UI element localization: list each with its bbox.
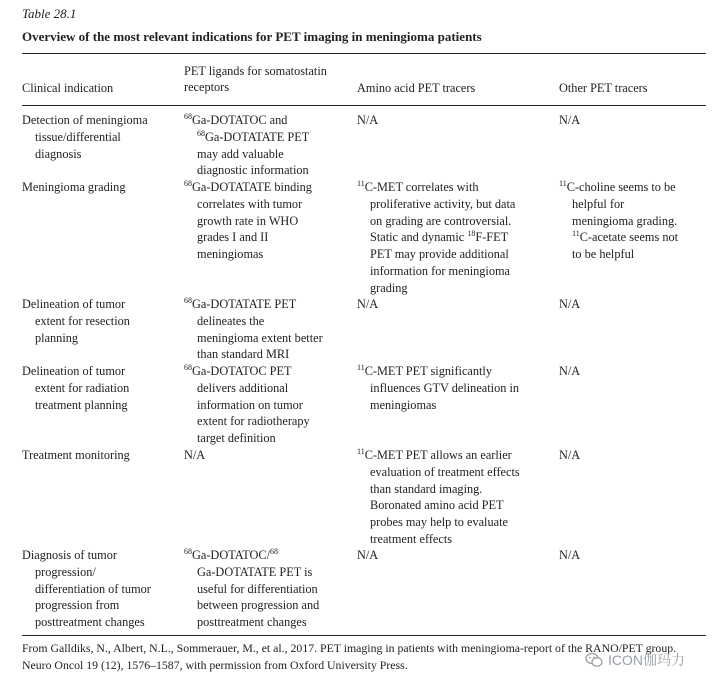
row6-indication-line: Diagnosis of tumor: [22, 548, 117, 562]
row2-amino-text: grading: [370, 280, 408, 295]
row5-amino-text: treatment effects: [370, 531, 453, 546]
table-label: Table 28.1: [22, 6, 77, 21]
row3-indication-line: extent for resection: [35, 313, 130, 328]
row2-amino-text: Static and dynamic: [370, 230, 468, 245]
row3-indication: [22, 296, 130, 346]
row4-indication-line: treatment planning: [35, 397, 128, 412]
isotope-mass: 68: [184, 363, 192, 372]
row1-indication-line: diagnosis: [35, 146, 82, 161]
row2-amino-text: C-MET correlates with: [364, 180, 479, 194]
top-rule: [22, 53, 706, 54]
row6-ssr: [184, 547, 319, 631]
header-ssr-line2: receptors: [184, 80, 230, 94]
isotope-mass: 18: [467, 229, 476, 239]
row6-indication-line: posttreatment changes: [35, 615, 145, 630]
row4-amino-text: meningiomas: [370, 397, 437, 412]
row2-other-text: meningioma grading.: [572, 213, 678, 228]
row1-indication: [22, 112, 148, 162]
isotope-mass: 11: [357, 447, 365, 456]
isotope-mass: 11: [357, 179, 365, 188]
isotope-mass: 68: [197, 128, 205, 138]
row2-other-text: C-choline seems to be: [566, 180, 676, 194]
row1-other: N/A: [559, 113, 581, 127]
row2-other: [559, 179, 678, 263]
header-other-tracers: Other PET tracers: [559, 81, 648, 95]
row1-ssr-text: Ga-DOTATATE PET: [205, 129, 310, 144]
row6-indication-line: differentiation of tumor: [35, 581, 151, 596]
row4-indication: [22, 363, 129, 413]
row1-ssr-text: may add valuable: [197, 146, 284, 161]
row2-other-text: C-acetate seems not: [579, 230, 679, 245]
isotope-mass: 11: [559, 179, 567, 188]
row2-ssr-text: correlates with tumor: [197, 196, 303, 211]
row2-indication: [22, 179, 125, 196]
row2-amino: [357, 179, 515, 297]
row2-ssr-text: Ga-DOTATATE binding: [192, 180, 312, 194]
row5-amino-text: probes may help to evaluate: [370, 515, 508, 530]
header-rule: [22, 105, 706, 106]
row2-ssr-text: meningiomas: [197, 247, 264, 262]
row1-ssr-text: Ga-DOTATOC and: [192, 113, 288, 127]
row4-indication-line: Delineation of tumor: [22, 364, 126, 378]
row6-indication: [22, 547, 151, 631]
isotope-mass: 68: [184, 179, 192, 188]
isotope-mass: 68: [184, 112, 192, 121]
row4-amino-text: influences GTV delineation in: [370, 380, 520, 395]
row4-amino-text: C-MET PET significantly: [364, 364, 492, 378]
row2-ssr: [184, 179, 312, 263]
watermark-text: ICON伽玛力: [608, 652, 685, 668]
row2-amino-text: information for meningioma: [370, 263, 511, 278]
wechat-logo-icon: [585, 652, 603, 668]
isotope-mass: 68: [184, 296, 192, 305]
bottom-rule: [22, 635, 706, 636]
row4-ssr-text: Ga-DOTATOC PET: [192, 364, 292, 378]
row5-amino-text: Boronated amino acid PET: [370, 498, 504, 513]
row3-ssr-text: than standard MRI: [197, 347, 290, 362]
row4-ssr-text: target definition: [197, 431, 276, 446]
row6-amino: N/A: [357, 548, 379, 562]
row2-amino-text: F-FET: [475, 230, 509, 245]
source-note-line: From Galldiks, N., Albert, N.L., Sommerauer, M., et al., 2017. PET imaging in patients with meningioma-report of the RANO/PET group.: [22, 641, 677, 655]
row1-indication-line: tissue/differential: [35, 129, 121, 144]
table-title: Overview of the most relevant indications for PET imaging in meningioma patients: [22, 29, 482, 44]
row5-amino: [357, 447, 520, 548]
isotope-mass: 11: [357, 363, 365, 372]
row5-amino-text: than standard imaging.: [370, 481, 483, 496]
row2-ssr-text: grades I and II: [197, 230, 269, 245]
row2-amino-text: PET may provide additional: [370, 247, 509, 262]
row6-ssr-text: Ga-DOTATATE PET is: [197, 564, 313, 579]
row6-ssr-text: useful for differentiation: [197, 581, 318, 596]
row3-ssr-text: Ga-DOTATATE PET: [192, 297, 297, 311]
watermark: [585, 650, 685, 670]
isotope-mass: 68: [270, 547, 279, 556]
row2-ssr-text: growth rate in WHO: [197, 213, 299, 228]
row2-amino-text: on grading are controversial.: [370, 213, 512, 228]
row5-amino-text: C-MET PET allows an earlier: [364, 448, 512, 462]
row4-amino: [357, 363, 519, 413]
row6-ssr-text: between progression and: [197, 598, 320, 613]
row4-ssr: [184, 363, 310, 447]
row3-other: N/A: [559, 297, 581, 311]
row3-ssr-text: meningioma extent better: [197, 330, 323, 345]
header-ssr-ligands: [184, 63, 327, 95]
row2-amino-text: proliferative activity, but data: [370, 196, 516, 211]
row3-indication-line: planning: [35, 330, 79, 345]
source-note: [22, 640, 676, 674]
row3-indication-line: Delineation of tumor: [22, 297, 126, 311]
row5-indication-line: Treatment monitoring: [22, 448, 130, 462]
row4-other: N/A: [559, 364, 581, 378]
row3-ssr: [184, 296, 323, 363]
row2-other-text: helpful for: [572, 196, 625, 211]
row1-amino: N/A: [357, 113, 379, 127]
row2-indication-line: Meningioma grading: [22, 180, 126, 194]
row6-indication-line: progression from: [35, 598, 120, 613]
row3-ssr-text: delineates the: [197, 313, 265, 328]
row3-amino: N/A: [357, 297, 379, 311]
row6-other: N/A: [559, 548, 581, 562]
header-ssr-line1: PET ligands for somatostatin: [184, 64, 327, 78]
isotope-mass: 11: [572, 229, 580, 239]
row6-indication-line: progression/: [35, 564, 96, 579]
row1-ssr: [184, 112, 309, 179]
row5-ssr: N/A: [184, 448, 206, 462]
row4-ssr-text: information on tumor: [197, 397, 303, 412]
header-amino-acid-tracers: Amino acid PET tracers: [357, 81, 476, 95]
isotope-mass: 68: [184, 547, 192, 556]
row4-ssr-text: extent for radiotherapy: [197, 414, 310, 429]
row5-amino-text: evaluation of treatment effects: [370, 464, 520, 479]
source-note-line: Neuro Oncol 19 (12), 1576–1587, with permission from Oxford University Press.: [22, 658, 408, 672]
row6-ssr-text: posttreatment changes: [197, 615, 307, 630]
row1-indication-line: Detection of meningioma: [22, 113, 148, 127]
row5-indication: [22, 447, 130, 464]
row5-other: N/A: [559, 448, 581, 462]
row6-ssr-text: Ga-DOTATOC/: [192, 548, 271, 562]
row1-ssr-text: diagnostic information: [197, 163, 309, 178]
row4-indication-line: extent for radiation: [35, 380, 130, 395]
row2-other-text: to be helpful: [572, 247, 635, 262]
header-clinical-indication: Clinical indication: [22, 81, 114, 95]
row4-ssr-text: delivers additional: [197, 380, 289, 395]
